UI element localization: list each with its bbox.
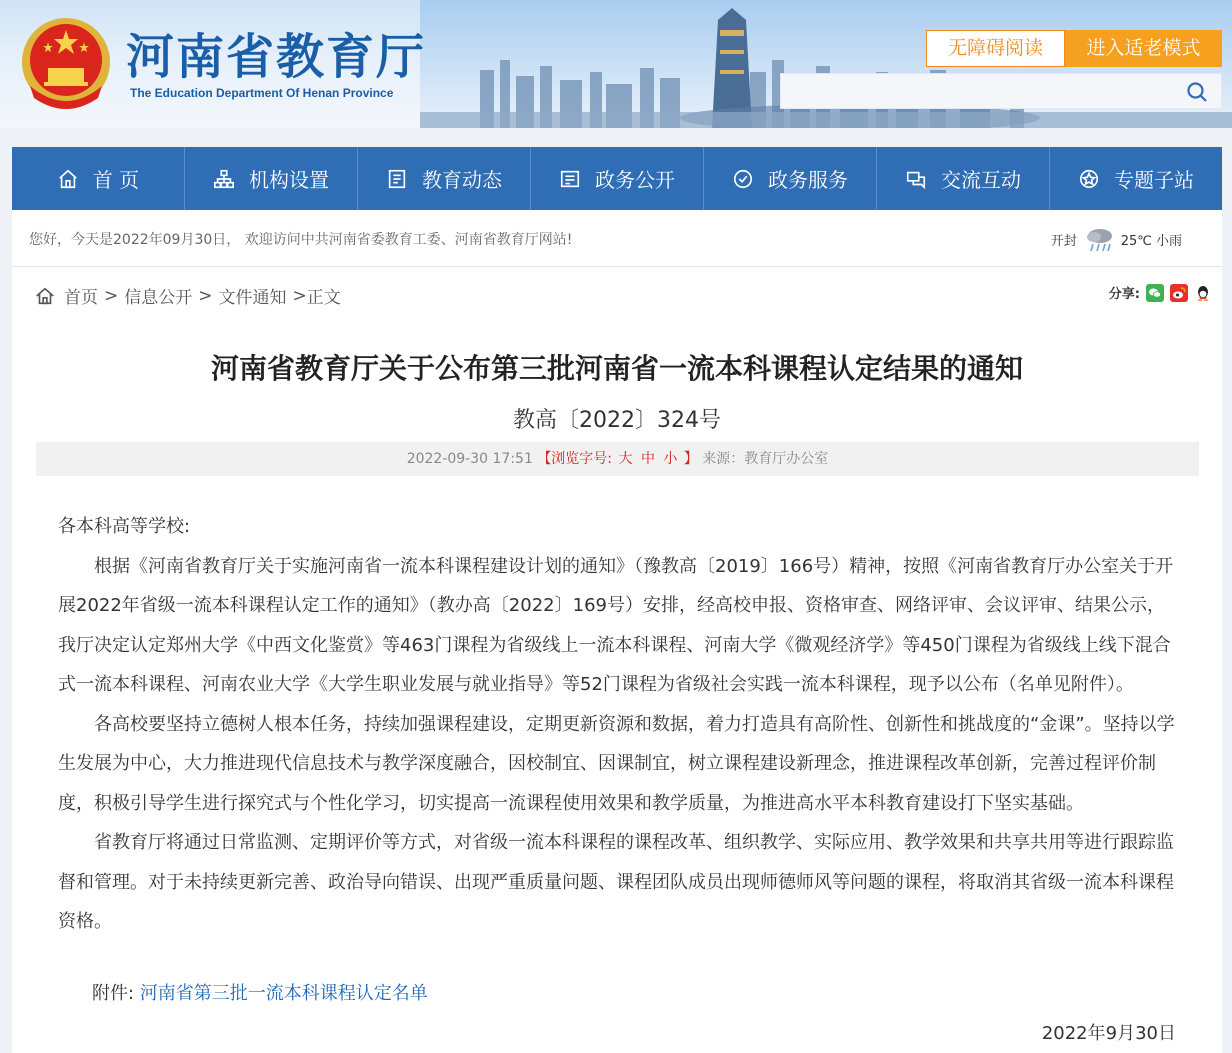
article-content [12, 266, 1222, 1053]
nav-item-gov-open[interactable] [531, 147, 704, 210]
breadcrumb-file-notice[interactable]: 文件通知 [218, 288, 287, 308]
article-title: 河南省教育厅关于公布第三批河南省一流本科课程认定结果的通知 [210, 352, 1023, 385]
salutation: 各本科高等学校: [58, 516, 191, 537]
breadcrumb-home[interactable]: 首页 [64, 288, 98, 308]
nav-item-gov-service[interactable] [704, 147, 877, 210]
service-icon [732, 168, 754, 190]
weather-city: 开封 [1050, 233, 1077, 249]
breadcrumb-current: 正文 [306, 288, 341, 308]
breadcrumb-separator: > [292, 285, 307, 306]
breadcrumb-info-open[interactable]: 信息公开 [124, 288, 193, 308]
nav-label: 教育动态 [422, 168, 502, 192]
site-subtitle: The Education Department Of Henan Province [130, 86, 394, 100]
nav-item-news[interactable] [358, 147, 531, 210]
document-number: 教高〔2022〕324号 [513, 408, 721, 433]
search-box [780, 73, 1222, 109]
nav-label: 首 页 [92, 168, 140, 192]
breadcrumb-separator: > [104, 285, 119, 306]
font-size-switcher [537, 451, 702, 467]
greeting-text: 您好，今天是2022年09月30日， 欢迎访问中共河南省委教育工委、河南省教育厅网站! [29, 232, 573, 248]
article-source: 来源：教育厅办公室 [702, 451, 829, 467]
font-medium-link[interactable]: 中 [640, 451, 655, 467]
breadcrumb-separator: > [198, 285, 213, 306]
search-icon[interactable] [1185, 80, 1209, 104]
search-input[interactable] [789, 80, 1169, 104]
accessibility-reading-button[interactable]: 无障碍阅读 [926, 30, 1065, 67]
article-paragraph: 各高校要坚持立德树人根本任务，持续加强课程建设，定期更新资源和数据，着力打造具有高阶性、创新性和挑战度的“金课”。坚持以学生发展为中心，大力推进现代信息技术与教学深度融合，因校制宜、因课制宜，树立课程建设新理念，推进课程改革创新，完善过程评价制度，积极引导学生进行探究式与个性化学习，切实提高一流课程使用效果和教学质量，为推进高水平本科教育建设打下坚实基础。 [58, 713, 1175, 814]
nav-label: 机构设置 [249, 168, 329, 192]
site-header [0, 0, 1232, 128]
doc-icon [559, 168, 581, 190]
font-large-link[interactable]: 大 [618, 451, 633, 467]
wechat-icon[interactable] [1146, 284, 1164, 302]
weibo-icon[interactable] [1170, 284, 1188, 302]
article-meta [36, 442, 1199, 476]
attachment-link[interactable]: 河南省第三批一流本科课程认定名单 [139, 983, 428, 1004]
greeting-bar [12, 210, 1222, 266]
topic-icon [1078, 168, 1100, 190]
nav-label: 专题子站 [1114, 168, 1194, 192]
org-icon [213, 168, 235, 190]
home-icon [57, 168, 79, 190]
font-small-link[interactable]: 小 [663, 451, 678, 467]
font-size-suffix: 】 [683, 451, 698, 467]
site-title[interactable]: 河南省教育厅 [126, 29, 427, 85]
signoff-date: 2022年9月30日 [1041, 1023, 1176, 1044]
nav-item-interact[interactable] [877, 147, 1050, 210]
nav-label: 政务服务 [768, 168, 848, 192]
rain-cloud-icon [1083, 225, 1117, 253]
attachment-label: 附件: [92, 983, 135, 1004]
article-paragraph: 根据《河南省教育厅关于实施河南省一流本科课程建设计划的通知》（豫教高〔2019〕166号）精神，按照《河南省教育厅办公室关于开展2022年省级一流本科课程认定工作的通知》（教办高〔2022〕169号）安排，经高校申报、资格审查、网络评审、会议评审、结果公示，我厅决定认定郑州大学《中西文化鉴赏》等463门课程为省级线上一流本科课程、河南大学《微观经济学》等450门课程为省级线上线下混合式一流本科课程、河南农业大学《大学生职业发展与就业指导》等52门课程为省级社会实践一流本科课程，现予以公布（名单见附件）。 [58, 555, 1174, 695]
nav-item-org[interactable] [185, 147, 358, 210]
article-body [58, 507, 1182, 942]
publish-datetime: 2022-09-30 17:51 [406, 451, 533, 467]
interact-icon [905, 168, 927, 190]
nav-label: 政务公开 [595, 168, 675, 192]
home-icon [34, 285, 56, 307]
breadcrumb [34, 283, 341, 308]
main-nav [12, 147, 1222, 210]
nav-item-home[interactable] [12, 147, 185, 210]
nav-label: 交流互动 [941, 168, 1021, 192]
share-bar [1109, 283, 1212, 302]
attachment-line [92, 979, 428, 1005]
news-icon [386, 168, 408, 190]
elder-mode-button[interactable]: 进入适老模式 [1065, 30, 1222, 67]
nav-item-topic[interactable] [1050, 147, 1222, 210]
weather-text: 25℃ 小雨 [1120, 233, 1182, 249]
font-size-prefix: 【浏览字号: [537, 451, 613, 467]
article-paragraph: 省教育厅将通过日常监测、定期评价等方式，对省级一流本科课程的课程改革、组织教学、实际应用、教学效果和共享共用等进行跟踪监督和管理。对于未持续更新完善、政治导向错误、出现严重质量问题、课程团队成员出现师德师风等问题的课程，将取消其省级一流本科课程资格。 [58, 832, 1174, 932]
national-emblem-icon [20, 16, 112, 112]
share-label: 分享: [1108, 287, 1140, 302]
qq-icon[interactable] [1194, 284, 1212, 302]
weather-widget [1051, 224, 1182, 254]
